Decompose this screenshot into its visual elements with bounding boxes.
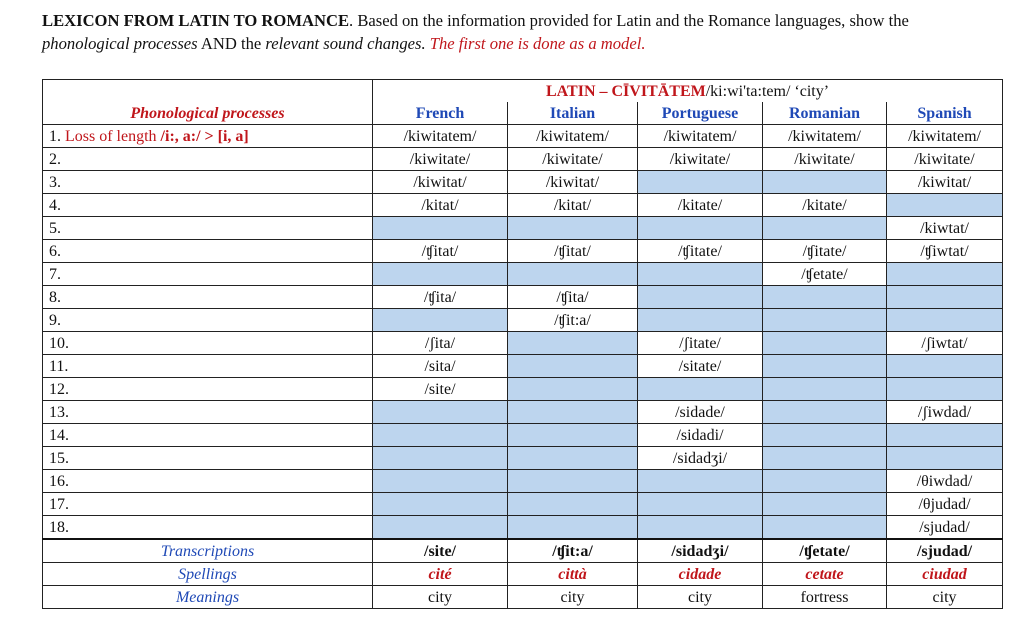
cell-portuguese[interactable]	[638, 470, 763, 493]
cell-romanian: /kiwitate/	[763, 148, 887, 171]
spellings-label: Spellings	[43, 563, 373, 586]
process-label	[43, 263, 373, 286]
cell-italian[interactable]	[508, 263, 638, 286]
process-number: 18.	[49, 518, 69, 536]
instructions	[42, 9, 1007, 55]
intro-text-2a: phonological processes	[42, 34, 198, 53]
process-number: 4.	[49, 196, 61, 214]
cell-italian: /kitat/	[508, 194, 638, 217]
process-number: 11.	[49, 357, 69, 375]
cell-french: /ʧita/	[373, 286, 508, 309]
process-number: 17.	[49, 495, 69, 513]
cell-french: /kitat/	[373, 194, 508, 217]
cell-romanian[interactable]	[763, 470, 887, 493]
cell-french[interactable]	[373, 217, 508, 240]
cell-spanish: /ʃiwtat/	[887, 332, 1003, 355]
process-number: 9.	[49, 311, 61, 329]
cell-spanish: /sjudad/	[887, 516, 1003, 540]
cell-portuguese: /ʧitate/	[638, 240, 763, 263]
cell-spanish: /kiwitat/	[887, 171, 1003, 194]
cell-italian[interactable]	[508, 401, 638, 424]
intro-text-2b: AND the	[197, 34, 266, 53]
cell-spanish: /kiwtat/	[887, 217, 1003, 240]
process-row	[43, 194, 1003, 217]
cell-spanish: /θjudad/	[887, 493, 1003, 516]
cell-portuguese: /sidadi/	[638, 424, 763, 447]
cell-french: /sita/	[373, 355, 508, 378]
process-label	[43, 424, 373, 447]
cell-french[interactable]	[373, 424, 508, 447]
cell-french[interactable]	[373, 263, 508, 286]
meaning-italian: city	[508, 586, 638, 609]
cell-spanish[interactable]	[887, 378, 1003, 401]
latin-ipa: /ki:wi'ta:tem/ ‘city’	[705, 82, 830, 100]
lang-header-portuguese: Portuguese	[638, 102, 763, 125]
process-label	[43, 493, 373, 516]
cell-french: /ʃita/	[373, 332, 508, 355]
spelling-spanish: ciudad	[887, 563, 1003, 586]
cell-spanish: /ʃiwdad/	[887, 401, 1003, 424]
cell-french[interactable]	[373, 470, 508, 493]
cell-romanian[interactable]	[763, 493, 887, 516]
cell-romanian[interactable]	[763, 447, 887, 470]
cell-romanian: /ʧetate/	[763, 263, 887, 286]
process-number: 13.	[49, 403, 69, 421]
cell-spanish: /θiwdad/	[887, 470, 1003, 493]
cell-italian[interactable]	[508, 332, 638, 355]
lang-header-spanish: Spanish	[887, 102, 1003, 125]
lang-header-italian: Italian	[508, 102, 638, 125]
process-row	[43, 263, 1003, 286]
process-row	[43, 309, 1003, 332]
cell-portuguese[interactable]	[638, 217, 763, 240]
intro-text-2c: relevant sound changes.	[265, 34, 426, 53]
meaning-portuguese: city	[638, 586, 763, 609]
cell-romanian[interactable]	[763, 286, 887, 309]
process-row	[43, 332, 1003, 355]
cell-italian[interactable]	[508, 516, 638, 540]
cell-portuguese: /kitate/	[638, 194, 763, 217]
lexicon-table	[42, 79, 1003, 609]
process-row	[43, 447, 1003, 470]
process-label	[43, 286, 373, 309]
process-row	[43, 125, 1003, 148]
process-number: 8.	[49, 288, 61, 306]
cell-italian: /ʧit:a/	[508, 309, 638, 332]
process-label	[43, 309, 373, 332]
cell-romanian[interactable]	[763, 378, 887, 401]
transcription-italian: /ʧit:a/	[508, 539, 638, 563]
process-number: 14.	[49, 426, 69, 444]
intro-title: LEXICON FROM LATIN TO ROMANCE	[42, 11, 350, 30]
spelling-romanian: cetate	[763, 563, 887, 586]
process-number: 10.	[49, 334, 69, 352]
process-number: 2.	[49, 150, 61, 168]
process-number: 1.	[49, 127, 65, 145]
cell-portuguese: /kiwitatem/	[638, 125, 763, 148]
process-number: 5.	[49, 219, 61, 237]
process-label	[43, 378, 373, 401]
cell-french: /site/	[373, 378, 508, 401]
cell-portuguese[interactable]	[638, 171, 763, 194]
process-row	[43, 171, 1003, 194]
cell-french[interactable]	[373, 309, 508, 332]
process-label	[43, 240, 373, 263]
lang-header-romanian: Romanian	[763, 102, 887, 125]
cell-french[interactable]	[373, 516, 508, 540]
meaning-spanish: city	[887, 586, 1003, 609]
intro-text-2d: The first one is done as a model.	[425, 34, 646, 53]
cell-spanish: /kiwitatem/	[887, 125, 1003, 148]
process-row	[43, 470, 1003, 493]
latin-word: LATIN – CĪVITĀTEM	[546, 82, 706, 100]
process-row	[43, 286, 1003, 309]
cell-italian[interactable]	[508, 470, 638, 493]
transcription-portuguese: /sidadʒi/	[638, 539, 763, 563]
cell-romanian[interactable]	[763, 516, 887, 540]
process-row	[43, 516, 1003, 540]
process-number: 15.	[49, 449, 69, 467]
cell-italian: /ʧitat/	[508, 240, 638, 263]
cell-portuguese[interactable]	[638, 286, 763, 309]
cell-portuguese[interactable]	[638, 378, 763, 401]
process-label	[43, 148, 373, 171]
cell-romanian[interactable]	[763, 332, 887, 355]
cell-romanian[interactable]	[763, 424, 887, 447]
process-label	[43, 217, 373, 240]
cell-portuguese: /kiwitate/	[638, 148, 763, 171]
cell-portuguese[interactable]	[638, 516, 763, 540]
cell-french[interactable]	[373, 447, 508, 470]
latin-header	[373, 80, 1003, 103]
cell-spanish[interactable]	[887, 286, 1003, 309]
cell-italian: /kiwitat/	[508, 171, 638, 194]
cell-italian: /kiwitatem/	[508, 125, 638, 148]
meanings-label: Meanings	[43, 586, 373, 609]
meaning-romanian: fortress	[763, 586, 887, 609]
process-row	[43, 493, 1003, 516]
cell-italian[interactable]	[508, 217, 638, 240]
cell-french[interactable]	[373, 401, 508, 424]
cell-french: /kiwitatem/	[373, 125, 508, 148]
spelling-italian: città	[508, 563, 638, 586]
cell-french: /kiwitat/	[373, 171, 508, 194]
cell-french: /kiwitate/	[373, 148, 508, 171]
process-row	[43, 217, 1003, 240]
cell-portuguese[interactable]	[638, 309, 763, 332]
lang-header-french: French	[373, 102, 508, 125]
process-row	[43, 378, 1003, 401]
cell-italian[interactable]	[508, 378, 638, 401]
process-number: 7.	[49, 265, 61, 283]
cell-spanish[interactable]	[887, 447, 1003, 470]
cell-romanian: /ʧitate/	[763, 240, 887, 263]
intro-text-1: . Based on the information provided for Latin and the Romance languages, show the	[349, 11, 909, 30]
cell-romanian[interactable]	[763, 217, 887, 240]
process-label	[43, 355, 373, 378]
process-label	[43, 332, 373, 355]
transcription-french: /site/	[373, 539, 508, 563]
cell-romanian[interactable]	[763, 309, 887, 332]
process-row	[43, 401, 1003, 424]
cell-italian[interactable]	[508, 493, 638, 516]
cell-french[interactable]	[373, 493, 508, 516]
cell-portuguese: /sidade/	[638, 401, 763, 424]
meaning-french: city	[373, 586, 508, 609]
cell-spanish: /kiwitate/	[887, 148, 1003, 171]
cell-spanish[interactable]	[887, 309, 1003, 332]
cell-romanian: /kiwitatem/	[763, 125, 887, 148]
cell-romanian[interactable]	[763, 171, 887, 194]
process-number: 16.	[49, 472, 69, 490]
process-label	[43, 194, 373, 217]
process-label	[43, 470, 373, 493]
process-label	[43, 125, 373, 148]
cell-romanian[interactable]	[763, 355, 887, 378]
transcription-spanish: /sjudad/	[887, 539, 1003, 563]
processes-header: Phonological processes	[43, 102, 373, 125]
transcription-romanian: /ʧetate/	[763, 539, 887, 563]
cell-portuguese: /ʃitate/	[638, 332, 763, 355]
cell-romanian: /kitate/	[763, 194, 887, 217]
cell-portuguese[interactable]	[638, 263, 763, 286]
process-row	[43, 240, 1003, 263]
transcriptions-label: Transcriptions	[43, 539, 373, 563]
process-row	[43, 424, 1003, 447]
cell-italian[interactable]	[508, 447, 638, 470]
cell-portuguese[interactable]	[638, 493, 763, 516]
process-row	[43, 355, 1003, 378]
process-label	[43, 447, 373, 470]
process-rule: /i:, a:/ > [i, a]	[160, 127, 249, 145]
cell-spanish: /ʧiwtat/	[887, 240, 1003, 263]
spelling-portuguese: cidade	[638, 563, 763, 586]
cell-italian: /ʧita/	[508, 286, 638, 309]
cell-spanish[interactable]	[887, 424, 1003, 447]
process-label	[43, 171, 373, 194]
cell-portuguese: /sitate/	[638, 355, 763, 378]
process-label	[43, 516, 373, 540]
process-number: 12.	[49, 380, 69, 398]
cell-french: /ʧitat/	[373, 240, 508, 263]
cell-italian[interactable]	[508, 355, 638, 378]
cell-romanian[interactable]	[763, 401, 887, 424]
process-name: Loss of length	[65, 127, 161, 145]
process-number: 3.	[49, 173, 61, 191]
process-row	[43, 148, 1003, 171]
cell-spanish[interactable]	[887, 355, 1003, 378]
cell-portuguese: /sidadʒi/	[638, 447, 763, 470]
process-number: 6.	[49, 242, 61, 260]
cell-italian: /kiwitate/	[508, 148, 638, 171]
cell-italian[interactable]	[508, 424, 638, 447]
spelling-french: cité	[373, 563, 508, 586]
process-label	[43, 401, 373, 424]
cell-spanish[interactable]	[887, 194, 1003, 217]
cell-spanish[interactable]	[887, 263, 1003, 286]
